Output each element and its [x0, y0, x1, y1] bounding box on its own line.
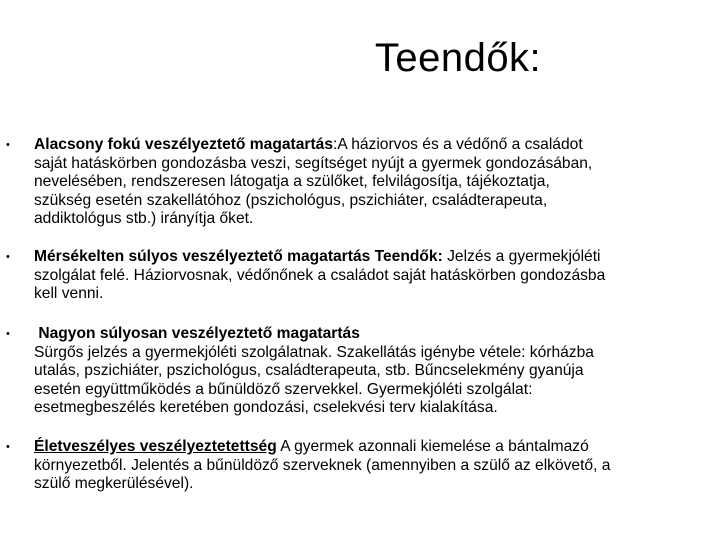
bullet-text: [34, 325, 718, 418]
bullet-line: Sürgős jelzés a gyermekjóléti szolgálatnak. Szakellátás igénybe vétele: kórházba: [34, 343, 594, 361]
bullet-heading: Alacsony fokú veszélyeztető magatartás: [34, 136, 333, 153]
slide-title: Teendők:: [374, 36, 542, 80]
bullet-line: esetmegbeszélés keretében gondozási, cselekvési terv kialakítása.: [34, 399, 498, 416]
bullet-text: [34, 136, 718, 229]
bullet-heading: Nagyon súlyosan veszélyeztető magatartás: [34, 325, 360, 342]
bullet-line: környezetből. Jelentés a bűnüldöző szerveknek (amennyiben a szülő az elkövető, a: [34, 456, 611, 474]
bullet-line: [34, 438, 718, 457]
bullet-line: [34, 248, 718, 267]
bullet-line: szolgálat felé. Háziorvosnak, védőnőnek a családot saját hatáskörben gondozásba: [34, 266, 606, 284]
bullet-line: [34, 136, 718, 155]
bullet-line: addiktológus stb.) irányítja őket.: [34, 210, 254, 227]
bullet-heading: Mérsékelten súlyos veszélyeztető magatartás Teendők:: [34, 248, 443, 265]
bullet-text: [34, 248, 718, 304]
bullet-body: :A háziorvos és a védőnő a családot: [333, 136, 583, 153]
bullet-body: A gyermek azonnali kiemelése a bántalmazó: [276, 438, 589, 455]
bullet-line: utalás, pszichiáter, pszichológus, családterapeuta, stb. Bűncselekmény gyanúja: [34, 362, 584, 379]
bullet-line: szülő megkerülésével).: [34, 475, 194, 492]
bullet-body: Jelzés a gyermekjóléti: [442, 248, 601, 265]
bullet-line: szükség esetén szakellátóhoz (pszichológus, pszichiáter, családterapeuta,: [34, 191, 548, 209]
bullet-icon: •: [6, 251, 10, 263]
bullet-line: saját hatáskörben gondozásba veszi, segítséget nyújt a gyermek gondozásában,: [34, 154, 593, 172]
bullet-line: kell venni.: [34, 285, 104, 302]
bullet-icon: •: [6, 441, 10, 453]
bullet-line: esetén együttműködés a bűnüldöző szervekkel. Gyermekjóléti szolgálat:: [34, 380, 533, 398]
bullet-text: [34, 438, 718, 494]
bullet-line: nevelésében, rendszeresen látogatja a szülőket, felvilágosítja, tájékoztatja,: [34, 173, 550, 190]
bullet-icon: •: [6, 328, 10, 340]
bullet-heading: Életveszélyes veszélyeztetettség: [34, 438, 277, 455]
bullet-icon: •: [6, 139, 10, 151]
